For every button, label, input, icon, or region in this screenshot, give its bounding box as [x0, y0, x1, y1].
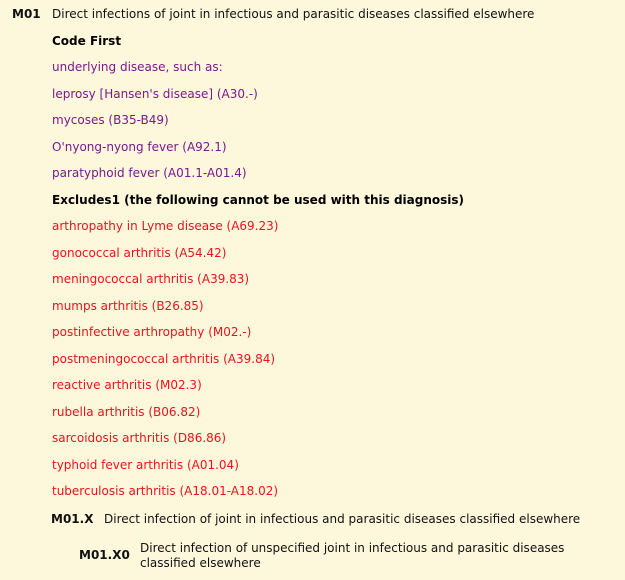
code-m01x-description: Direct infection of joint in infectious and parasitic diseases classified elsewhere — [104, 512, 581, 526]
code-first-link-onyong-nyong[interactable]: O'nyong-nyong fever (A92.1) — [52, 140, 227, 154]
excludes1-link-typhoid[interactable]: typhoid fever arthritis (A01.04) — [52, 458, 239, 472]
excludes1-link-gonococcal[interactable]: gonococcal arthritis (A54.42) — [52, 246, 227, 260]
code-row-m01x[interactable] — [51, 512, 580, 526]
excludes1-link-tuberculosis[interactable]: tuberculosis arthritis (A18.01-A18.02) — [52, 484, 279, 498]
excludes1-link-sarcoidosis[interactable]: sarcoidosis arthritis (D86.86) — [52, 431, 227, 445]
code-first-link-paratyphoid[interactable]: paratyphoid fever (A01.1-A01.4) — [52, 166, 247, 180]
code-m01: M01 — [12, 7, 41, 21]
excludes1-link-postinfective[interactable]: postinfective arthropathy (M02.-) — [52, 325, 252, 339]
excludes1-link-mumps[interactable]: mumps arthritis (B26.85) — [52, 299, 204, 313]
excludes1-heading: Excludes1 (the following cannot be used with this diagnosis) — [52, 193, 465, 207]
excludes1-link-rubella[interactable]: rubella arthritis (B06.82) — [52, 405, 201, 419]
code-first-intro: underlying disease, such as: — [52, 60, 223, 74]
excludes1-link-lyme[interactable]: arthropathy in Lyme disease (A69.23) — [52, 219, 279, 233]
code-m01x: M01.X — [51, 512, 94, 526]
code-row-m01[interactable] — [12, 7, 534, 21]
excludes1-link-reactive[interactable]: reactive arthritis (M02.3) — [52, 378, 202, 392]
excludes1-link-meningococcal[interactable]: meningococcal arthritis (A39.83) — [52, 272, 250, 286]
code-first-link-leprosy[interactable]: leprosy [Hansen's disease] (A30.-) — [52, 87, 258, 101]
code-m01-description: Direct infections of joint in infectious and parasitic diseases classified elsewhere — [52, 7, 535, 21]
code-m01x0: M01.X0 — [79, 548, 130, 562]
code-m01x0-description: Direct infection of unspecified joint in infectious and parasitic diseases classified elsewhere — [140, 541, 565, 570]
code-first-link-mycoses[interactable]: mycoses (B35-B49) — [52, 113, 169, 127]
code-first-heading: Code First — [52, 34, 122, 48]
code-row-m01x0[interactable] — [79, 541, 610, 571]
excludes1-link-postmeningococcal[interactable]: postmeningococcal arthritis (A39.84) — [52, 352, 276, 366]
